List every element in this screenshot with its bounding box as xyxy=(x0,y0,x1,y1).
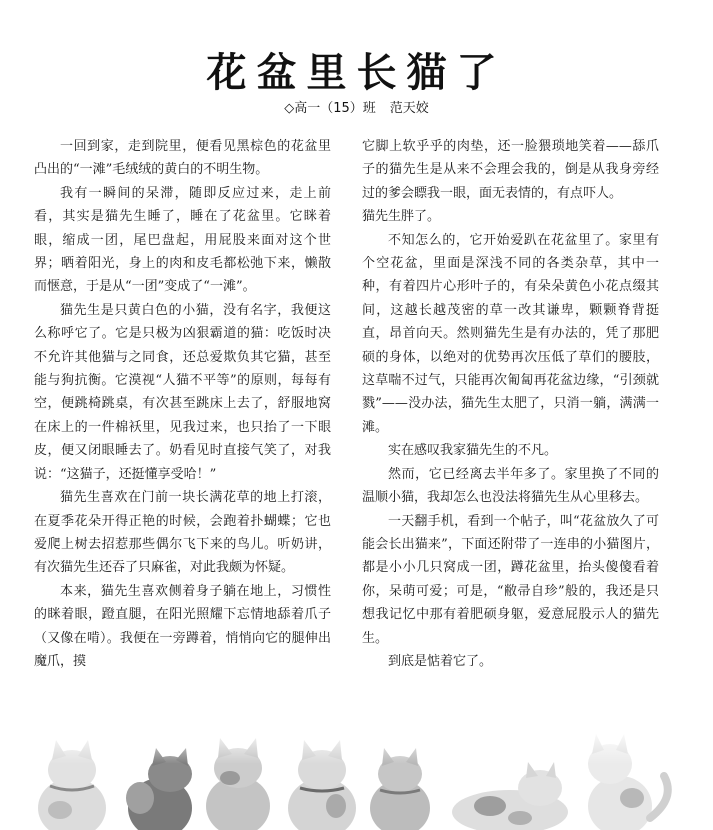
paragraph: 一回到家，走到院里，便看见黑棕色的花盆里凸出的“一滩”毛绒绒的黄白的不明生物。 xyxy=(34,139,331,178)
paragraph: 我有一瞬间的呆滞，随即反应过来，走上前看，其实是猫先生睡了，睡在了花盆里。它眯着眼，缩成一团，尾巴盘起，用屁股来面对这个世界；晒着阳光，身上的肉和皮毛都松弛下来，懒散而惬意，于是从“一团”变成了“一滩”。 xyxy=(34,185,331,295)
paragraph: 它脚上软乎乎的肉垫，还一脸猥琐地笑着——舔爪子的猫先生是从来不会理会我的，倒是从我身旁经过的爹会瞟我一眼，面无表情的，有点吓人。 xyxy=(362,139,659,201)
paragraph: 然而，它已经离去半年多了。家里换了不同的温顺小猫，我却怎么也没法将猫先生从心里移去。 xyxy=(362,466,659,506)
paragraph: 猫先生是只黄白色的小猫，没有名字，我便这么称呼它了。它是只极为凶狠霸道的猫：吃饭时决不允许其他猫与之同食，还总爱欺负其它猫，甚至能与狗抗衡。它漠视“人猫不平等”的原则，每每有空，便跳椅跳桌，有次甚至跳床上去了，舒服地窝在床上的一件棉袄里，见我过来，也只抬了一下眼皮，便又闭眼睡去了。奶看见时直接气笑了，对我说：“这猫子，还挺懂享受哈！” xyxy=(34,302,331,482)
paragraph: 本来，猫先生喜欢侧着身子躺在地上，习惯性的眯着眼，蹬直腿，在阳光照耀下忘情地舔着爪子（又像在啃）。我便在一旁蹲着，悄悄向它的腿伸出魔爪，摸 xyxy=(34,583,331,669)
byline-author: 范天姣 xyxy=(389,101,429,116)
paragraph: 猫先生胖了。 xyxy=(362,209,441,225)
byline-class: 高一（15）班 xyxy=(294,101,376,116)
paragraph: 一天翻手机，看到一个帖子，叫“花盆放久了可能会长出猫来”，下面还附带了一连串的小猫图片，都是小小几只窝成一团，蹲花盆里，抬头傻傻看着你，呆萌可爱；可是，“敝帚自珍”般的，我还是只想我记忆中那有着肥硕身躯，爱意屁股示人的猫先生。 xyxy=(362,513,659,646)
left-column xyxy=(34,135,331,673)
article-title: 花盆里长猫了 xyxy=(206,48,507,96)
paragraph: 猫先生喜欢在门前一块长满花草的地上打滚，在夏季花朵开得正艳的时候，会跑着扑蝴蝶；它也爱爬上树去招惹那些偶尔飞下来的鸟儿。听奶讲，有次猫先生还吞了只麻雀，对此我颇为怀疑。 xyxy=(34,490,331,576)
paragraph: 不知怎么的，它开始爱趴在花盆里了。家里有个空花盆，里面是深浅不同的各类杂草，其中一种，有着四片心形叶子的，有朵朵黄色小花点缀其间，这越长越茂密的草一改其谦卑，颗颗脊背挺直，昂首向天。然则猫先生是有办法的，凭了那肥硕的身体，以绝对的优势再次压低了草们的腰肢，这草喘不过气，只能再次匍匐再花盆边缘，“引颈就戮”——没办法，猫先生太肥了，只消一躺，满满一滩。 xyxy=(362,232,659,435)
right-column xyxy=(362,135,659,673)
byline xyxy=(0,97,713,116)
cats-illustration xyxy=(0,728,713,830)
byline-marker: ◇ xyxy=(284,101,295,116)
paragraph: 实在感叹我家猫先生的不凡。 xyxy=(388,443,558,459)
paragraph: 到底是惦着它了。 xyxy=(388,653,493,669)
